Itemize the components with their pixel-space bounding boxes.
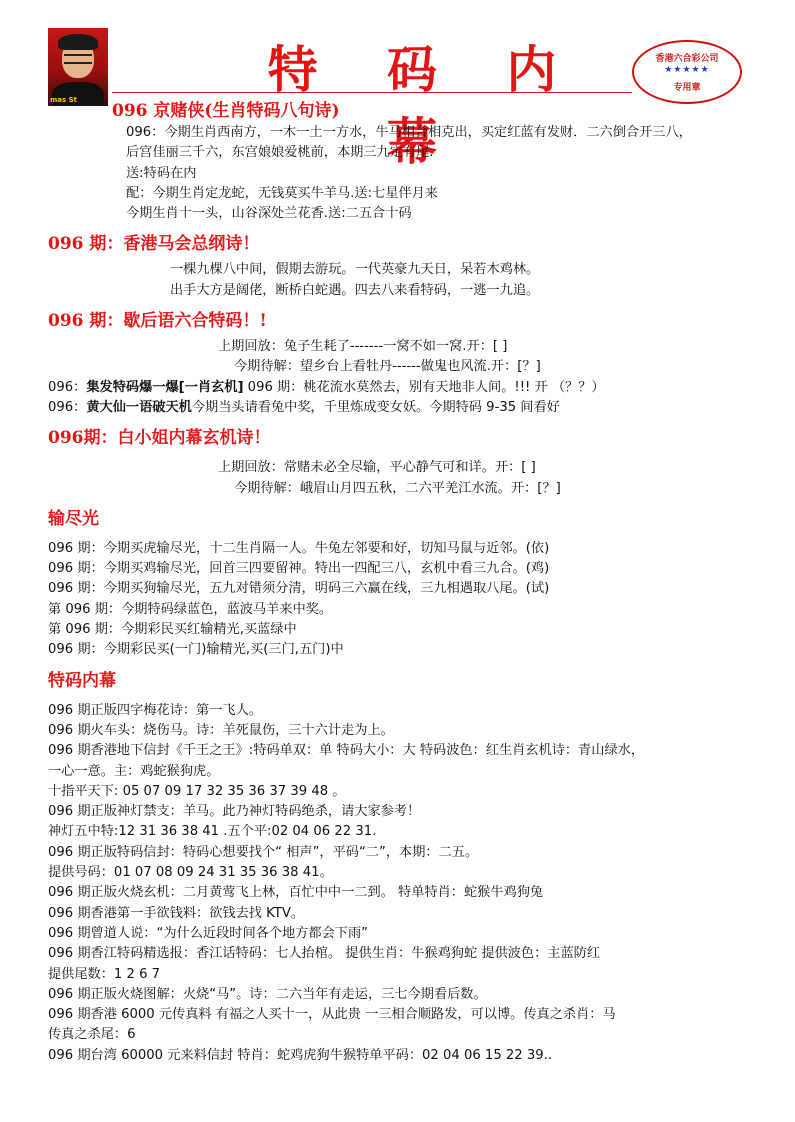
tip-line: 第 096 期：今期彩民买红输精光,买蓝绿中 (48, 622, 297, 638)
current-period-riddle: 今期待解：峨眉山月四五秋，二六平羌江水流。开：[？] (234, 480, 561, 496)
tip-line: 096 期正版特码信封：特码心想要找个“ 相声”，平码“二”，本期：二五。 (48, 844, 479, 860)
last-period-replay: 上期回放：常赌未必全尽输，平心静气可和详。开：[ ] (218, 460, 536, 476)
tip-line: 096 期正版火烧图解：火烧“马”。诗：二六当年有走运，三七今期看后数。 (48, 986, 487, 1002)
poem-line: 配：今期生肖定龙蛇，无钱莫买牛羊马.送:七星伴月来 (126, 185, 438, 201)
tip-line: 096 期正版四字梅花诗：第一飞人。 (48, 702, 262, 718)
section-heading-hk-jockey-poem: 096 期：香港马会总纲诗！ (48, 234, 260, 255)
tip-line-huang-daxian (48, 398, 780, 418)
photo-hair (58, 34, 98, 50)
tip-line: 096 期：今期买狗输尽光，五九对错须分清，明码三六赢在线，三九相遇取八尾。(试) (48, 581, 550, 597)
tip-line: 096 期：今期买虎输尽光，十二生肖隔一人。牛兔左邻要和好，切知马鼠与近邻。(依) (48, 540, 550, 556)
tip-line: 096 期正版火烧玄机：二月黄莺飞上林，百忙中中一二到。 特单特肖：蛇猴牛鸡狗兔 (48, 885, 544, 901)
last-period-replay: 上期回放：兔子生耗了-------一窝不如一窝.开：[ ] (218, 339, 508, 355)
tip-line: 神灯五中特:12 31 36 38 41 .五个平:02 04 06 22 31. (48, 824, 377, 840)
page-title: 特 码 内 幕 (267, 40, 583, 171)
tip-text: 今期当头请看兔中奖，千里炼成变女妖。今期特码 9-35 间看好 (191, 399, 560, 415)
spacer (48, 450, 780, 458)
poem-line: 送:特码在内 (126, 165, 197, 181)
tip-line: 传真之杀尾：6 (48, 1027, 136, 1043)
tip-line-jifa (48, 378, 780, 398)
section-heading-inside-story: 特码内幕 (48, 670, 116, 691)
tip-bold: 黄大仙一语破天机 (86, 399, 192, 415)
tip-prefix: 096： (48, 379, 87, 395)
tip-line: 一心一意。主：鸡蛇猴狗虎。 (48, 763, 220, 779)
tip-prefix: 096： (48, 399, 87, 415)
stamp-ring-text: 香港六合彩公司 (655, 54, 719, 64)
poem-line: 096：今期生肖西南方，一木一土一方水，牛马相合相克出，买定红蓝有发财．二六倒合开三八， (126, 125, 692, 140)
tip-line: 提供号码：01 07 08 09 24 31 35 36 38 41。 (48, 865, 333, 881)
document-body (48, 96, 780, 1066)
spacer (48, 531, 780, 539)
tip-line: 096 期香江特码精选报：香江话特码：七人抬棺。 提供生肖：牛猴鸡狗蛇 提供波色：主蓝防红 (48, 946, 601, 962)
title-divider (112, 92, 632, 93)
poem-line: 后宫佳丽三千六，东宫娘娘爱桃前，本期三九定有尾. (126, 145, 434, 161)
tip-line: 096 期香港第一手欲钱料：欲钱去找 KTV。 (48, 905, 305, 921)
author-photo (48, 28, 108, 106)
tip-line: 096 期曾道人说：“为什么近段时间各个地方都会下雨” (48, 925, 368, 941)
tip-line: 096 期：今期买鸡输尽光，回首三四要留神。特出一四配三八，玄机中看三九合。(鸡) (48, 561, 550, 577)
company-stamp (632, 40, 742, 104)
tip-line: 096 期：今期彩民买(一门)输精光,买(三门,五门)中 (48, 642, 344, 658)
section-heading-miss-bai: 096期：白小姐内幕玄机诗！ (48, 428, 271, 449)
tip-line: 096 期火车头：烧伤马。诗：羊死鼠伤，三十六计走为上。 (48, 722, 394, 738)
spacer (48, 693, 780, 701)
tip-line: 十指平天下: 05 07 09 17 32 35 36 37 39 48 。 (48, 783, 346, 799)
tip-line: 096 期香港 6000 元传真料 有福之人买十一，从此贵 一三相合顺路发，可以博。传真之杀肖：马 (48, 1007, 616, 1023)
poem-line: 一棵九棵八中间，假期去游玩。一代英豪九天日，呆若木鸡林。 (170, 262, 540, 278)
tip-bold: 集发特码爆一爆[一肖玄机] (86, 379, 244, 395)
tip-line: 提供尾数：1 2 6 7 (48, 966, 161, 982)
stamp-stars: ★★★★★ (664, 65, 710, 75)
poem-line: 今期生肖十一头，山谷深处兰花香.送:二五合十码 (126, 206, 412, 222)
poem-line: 出手大方是阔佬，断桥白蛇遇。四去八来看特码，一逃一九追。 (170, 282, 540, 298)
tip-line: 096 期正版神灯禁支：羊马。此乃神灯特码绝杀，请大家参考！ (48, 804, 421, 820)
section-heading-lose-all: 输尽光 (48, 508, 99, 529)
photo-glasses (64, 54, 92, 64)
section-heading-jing-du-xia: 096 京赌侠(生肖特码八句诗) (112, 101, 340, 121)
tip-line: 096 期台湾 60000 元来料信封 特肖：蛇鸡虎狗牛猴特单平码：02 04 06 15 22 39.. (48, 1047, 553, 1063)
stamp-use-text: 专用章 (673, 83, 701, 93)
tip-text: 096 期：桃花流水莫然去，别有天地非人间。!!! 开 （？？） (243, 379, 605, 395)
tip-line: 096 期香港地下信封《千王之王》:特码单双：单 特码大小：大 特码波色：红生肖玄机诗：青山绿水， (48, 743, 645, 759)
photo-caption: mas St (50, 96, 78, 104)
current-period-riddle: 今期待解：望乡台上看牡丹------做鬼也风流.开：[？] (234, 359, 541, 375)
tip-line: 第 096 期：今期特码绿蓝色，蓝波马羊来中奖。 (48, 601, 333, 617)
section-heading-xiehouyu: 096 期：歇后语六合特码！! (48, 311, 267, 332)
